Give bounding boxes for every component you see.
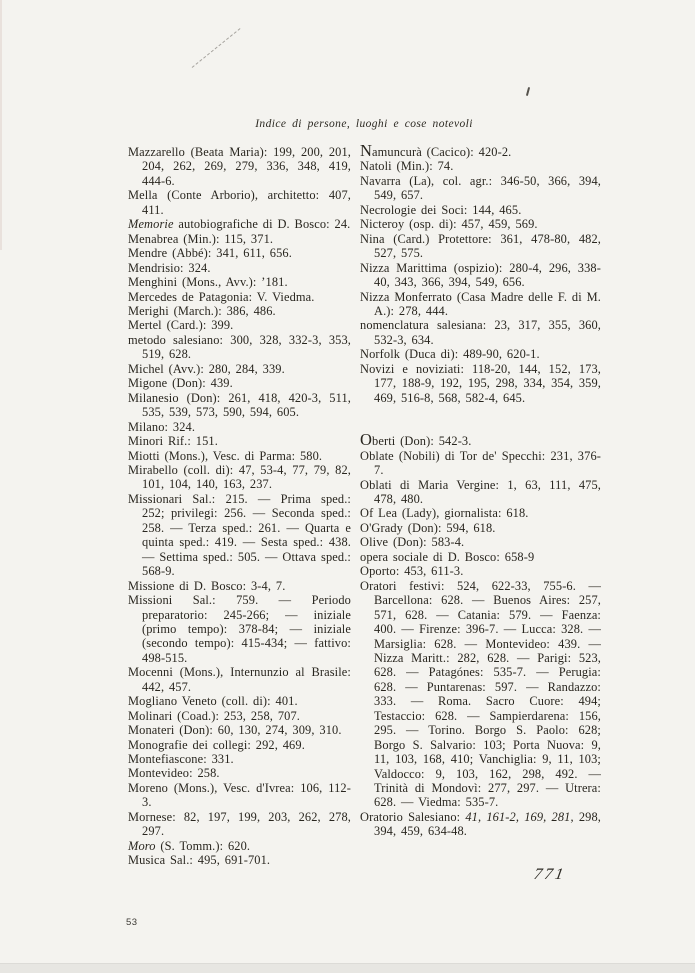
entry-text: Milano: 324. xyxy=(128,419,196,434)
signature-mark: 53 xyxy=(126,917,138,928)
index-entry xyxy=(128,434,351,448)
italic-segment: Moro xyxy=(128,838,156,853)
index-column-right xyxy=(360,141,602,839)
entry-text: Mogliano Veneto (coll. di): 401. xyxy=(128,694,298,709)
index-entry xyxy=(360,478,601,507)
index-entry xyxy=(360,203,601,217)
index-entry xyxy=(128,232,351,246)
index-entry xyxy=(360,318,601,347)
index-column-left xyxy=(128,145,351,868)
section-drop-initial: O xyxy=(360,430,373,450)
entry-text: Montevideo: 258. xyxy=(128,766,220,781)
index-entry xyxy=(128,593,351,665)
entry-text: Nizza Monferrato (Casa Madre delle F. di M. A.): 278, 444. xyxy=(360,289,601,318)
index-entry xyxy=(128,304,351,318)
entry-text: Migone (Don): 439. xyxy=(128,376,233,391)
scan-bottom-edge xyxy=(0,963,695,973)
index-entry xyxy=(360,174,601,203)
index-entry xyxy=(128,492,351,579)
entry-text: opera sociale di D. Bosco: 658-9 xyxy=(360,549,535,564)
entry-text: Mercedes de Patagonia: V. Viedma. xyxy=(128,289,315,304)
entry-text: Musica Sal.: 495, 691-701. xyxy=(128,853,271,868)
entry-text: Mertel (Card.): 399. xyxy=(128,318,234,333)
index-entry xyxy=(128,188,351,217)
entry-text: Menabrea (Min.): 115, 371. xyxy=(128,231,274,246)
index-entry xyxy=(128,217,351,231)
entry-text: Nina (Card.) Protettore: 361, 478-80, 482, 527, 575. xyxy=(360,231,601,261)
section-drop-initial: N xyxy=(360,141,373,160)
index-entry xyxy=(128,738,351,752)
index-entry xyxy=(360,232,601,261)
index-entry xyxy=(128,839,351,853)
index-entry xyxy=(128,290,351,304)
scan-edge-artifact xyxy=(0,0,2,250)
entry-text: Olive (Don): 583-4. xyxy=(360,535,465,550)
entry-text: Necrologie dei Soci: 144, 465. xyxy=(360,202,522,217)
entry-text: Navarra (La), col. agr.: 346-50, 366, 394, 549, 657. xyxy=(360,173,601,203)
entry-text: Nicteroy (osp. di): 457, 459, 569. xyxy=(360,217,538,232)
index-entry xyxy=(360,430,601,450)
entry-text: Monografie dei collegi: 292, 469. xyxy=(128,737,305,752)
index-entry xyxy=(128,853,351,867)
pencil-mark-artifact xyxy=(192,28,241,68)
entry-text: Molinari (Coad.): 253, 258, 707. xyxy=(128,708,300,723)
entry-text: Nizza Marittima (ospizio): 280-4, 296, 338-40, 343, 366, 394, 549, 656. xyxy=(360,260,601,290)
index-entry xyxy=(128,420,351,434)
entry-text: Oratorio Salesiano: xyxy=(360,809,466,824)
index-entry xyxy=(128,752,351,766)
index-entry xyxy=(128,261,351,275)
index-entry xyxy=(360,141,601,160)
entry-text: Oblate (Nobili) di Tor de' Specchi: 231, 376-7. xyxy=(360,448,601,478)
entry-text: Menghini (Mons., Avv.): ʼ181. xyxy=(128,275,288,290)
index-entry xyxy=(128,275,351,289)
index-entry xyxy=(360,564,601,578)
italic-segment: 41, 161-2, 169, 281, xyxy=(465,809,574,824)
index-entry xyxy=(360,449,601,478)
index-entry xyxy=(360,261,601,290)
index-entry xyxy=(360,362,601,405)
entry-text: nomenclatura salesiana: 23, 317, 355, 360, 532-3, 634. xyxy=(360,318,601,347)
entry-text: Miotti (Mons.), Vesc. di Parma: 580. xyxy=(128,448,323,463)
entry-text: Milanesio (Don): 261, 418, 420-3, 511, 535, 539, 573, 590, 594, 605. xyxy=(128,390,351,420)
index-entry xyxy=(128,766,351,780)
index-entry xyxy=(128,145,351,188)
index-entry xyxy=(128,781,351,810)
entry-text: Oblati di Maria Vergine: 1, 63, 111, 475, 478, 480. xyxy=(360,477,601,506)
page-number: 771 xyxy=(532,866,568,883)
index-entry xyxy=(128,362,351,376)
index-entry xyxy=(360,217,601,231)
index-entry xyxy=(128,449,351,463)
entry-text: Natoli (Min.): 74. xyxy=(360,159,454,174)
index-entry xyxy=(128,318,351,332)
entry-text: (S. Tomm.): 620. xyxy=(155,838,251,853)
index-entry xyxy=(360,535,601,549)
entry-text: metodo salesiano: 300, 328, 332-3, 353, 519, 628. xyxy=(128,332,351,362)
index-entry xyxy=(360,506,601,520)
index-entry xyxy=(360,290,601,319)
entry-text: 298, 394, 459, 634-48. xyxy=(374,809,602,839)
entry-text: Missione di D. Bosco: 3-4, 7. xyxy=(128,578,286,593)
entry-text: Mazzarello (Beata Maria): 199, 200, 201, 204, 262, 269, 279, 336, 348, 419, 444-6. xyxy=(128,145,351,188)
index-entry xyxy=(360,810,601,839)
entry-text: O'Grady (Don): 594, 618. xyxy=(360,520,496,535)
index-entry xyxy=(128,376,351,390)
index-entry xyxy=(360,579,601,810)
index-entry xyxy=(360,347,601,361)
entry-text: Oratori festivi: 524, 622-33, 755-6. — Barcellona: 628. — Buenos Aires: 257, 571, 628. — Catania: 579. — Faenza: 400. — Firenze: 396-7. — Lucca: 328. — Marsiglia: 628. — Montevideo: 439. — Nizza Maritt.: 282, 628. — Parigi: 523, 628. — Patagónes: 535-7. — Perugia: 628. — Puntarenas: 597. — Randazzo: 333. — Roma. Sacro Cuore: 494; Testaccio: 628. — Sampierdarena: 156, 295. — Torino. Borgo S. Paolo: 628; Borgo S. Salvario: 103; Porta Nuova: 9, 11, 103, 168, 410; Vanchiglia: 9, 11, 103; Valdocco: 9, 103, 162, 298, 492. — Trinità di Mondovì: 277, 297. — Utrera: 628. — Viedma: 535-7. xyxy=(360,578,601,810)
entry-text: Mendre (Abbé): 341, 611, 656. xyxy=(128,246,292,261)
index-entry xyxy=(128,709,351,723)
entry-text: Montefiascone: 331. xyxy=(128,752,234,767)
entry-text: Of Lea (Lady), giornalista: 618. xyxy=(360,506,529,521)
entry-text: Missioni Sal.: 759. — Periodo preparatorio: 245-266; — iniziale (primo tempo): 378-84; — iniziale (secondo tempo): 415-434; — fattivo: 498-515. xyxy=(128,593,351,665)
entry-text: Mella (Conte Arborio), architetto: 407, 411. xyxy=(128,188,351,217)
index-entry xyxy=(128,723,351,737)
index-entry xyxy=(128,333,351,362)
entry-text: Missionari Sal.: 215. — Prima sped.: 252; privilegi: 256. — Seconda sped.: 258. — Terza sped.: 261. — Quarta e quinta sped.: 419. — Sesta sped.: 438. — Settima sped.: 505. — Ottava sped.: 568-9. xyxy=(128,491,351,579)
entry-text: Minori Rif.: 151. xyxy=(128,434,218,449)
entry-text: Mocenni (Mons.), Internunzio al Brasile: 442, 457. xyxy=(128,665,351,694)
running-head: Indice di persone, luoghi e cose notevoli xyxy=(255,118,473,130)
entry-text: Norfolk (Duca di): 489-90, 620-1. xyxy=(360,347,540,362)
index-entry xyxy=(128,579,351,593)
index-entry xyxy=(128,810,351,839)
index-entry xyxy=(128,665,351,694)
index-entry xyxy=(360,550,601,564)
italic-segment: Memorie xyxy=(128,217,174,232)
entry-text: Mendrisio: 324. xyxy=(128,260,211,275)
index-entry xyxy=(128,391,351,420)
entry-text: Moreno (Mons.), Vesc. d'Ivrea: 106, 112-3. xyxy=(128,780,351,810)
entry-text: Michel (Avv.): 280, 284, 339. xyxy=(128,361,285,376)
entry-text: Mornese: 82, 197, 199, 203, 262, 278, 297. xyxy=(128,809,351,839)
entry-text: berti (Don): 542-3. xyxy=(372,434,472,449)
entry-text: amuncurà (Cacico): 420-2. xyxy=(372,145,512,159)
entry-text: Novizi e noviziati: 118-20, 144, 152, 173, 177, 188-9, 192, 195, 298, 334, 354, 359, 469, 516-8, 568, 582-4, 645. xyxy=(360,361,601,405)
index-entry xyxy=(360,159,601,173)
entry-text: Merighi (March.): 386, 486. xyxy=(128,303,276,318)
index-entry xyxy=(360,521,601,535)
index-entry xyxy=(128,246,351,260)
entry-text: autobiografiche di D. Bosco: 24. xyxy=(173,217,351,232)
index-entry xyxy=(128,463,351,492)
index-entry xyxy=(128,694,351,708)
entry-text: Monateri (Don): 60, 130, 274, 309, 310. xyxy=(128,723,342,738)
entry-text: Oporto: 453, 611-3. xyxy=(360,564,464,579)
ink-speck-artifact xyxy=(526,87,530,96)
entry-text: Mirabello (coll. di): 47, 53-4, 77, 79, 82, 101, 104, 140, 163, 237. xyxy=(128,462,351,492)
